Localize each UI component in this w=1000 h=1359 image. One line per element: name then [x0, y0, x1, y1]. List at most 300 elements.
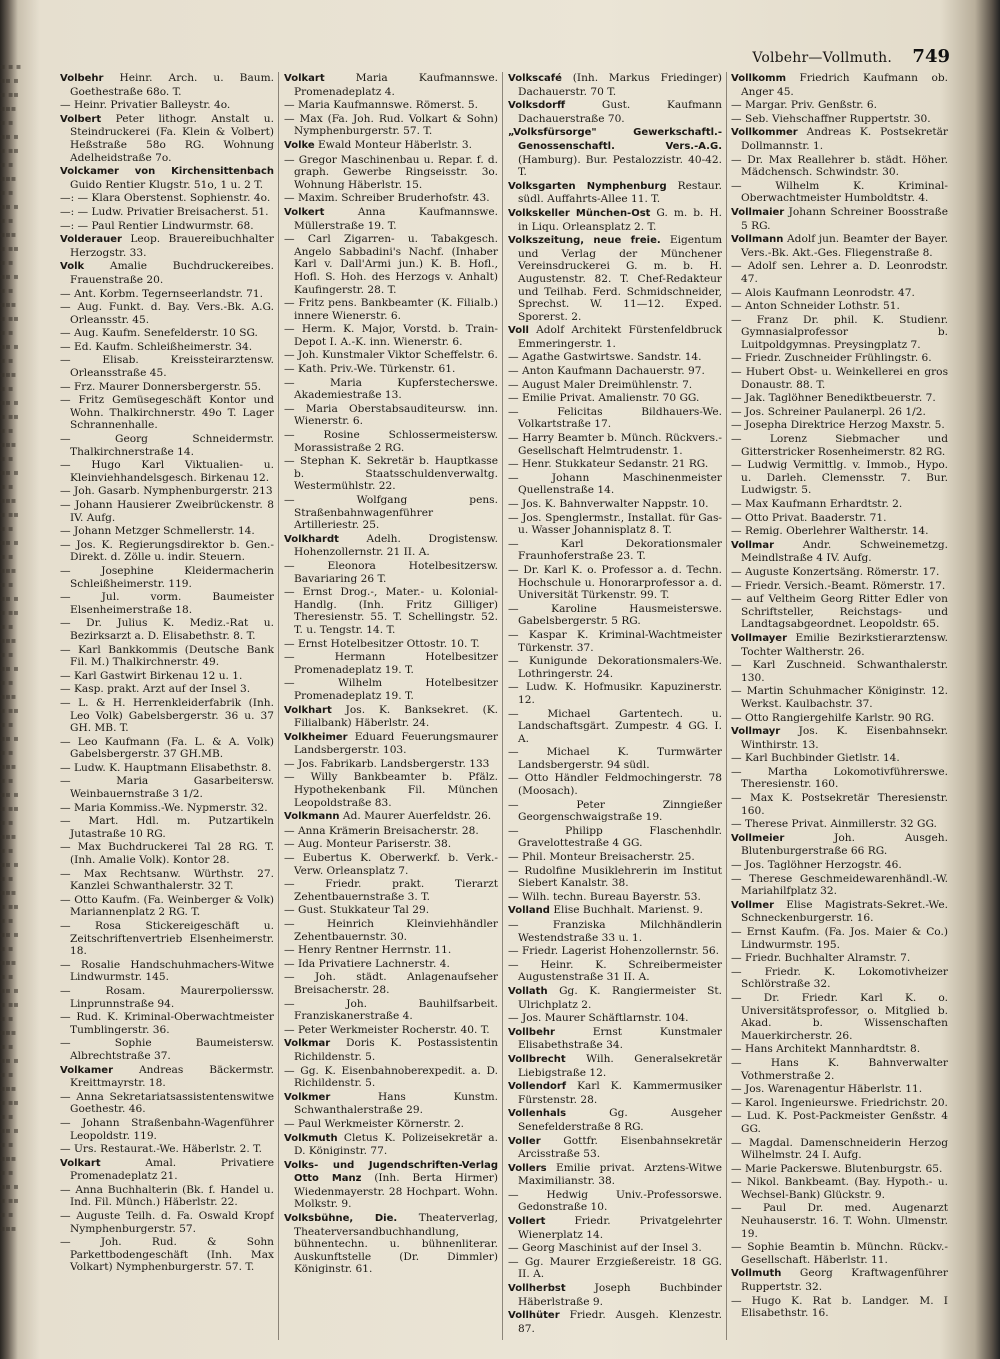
directory-entry — [508, 1162, 722, 1188]
directory-entry — [508, 1135, 722, 1161]
entry-details: — Gust. Stukkateur Tal 29. — [284, 904, 430, 917]
directory-entry — [731, 1176, 948, 1201]
column-rule — [726, 72, 727, 1340]
entry-details: — Hedwig Univ.-Professorswe. Gedonstraße 10. — [508, 1188, 722, 1214]
directory-entry — [284, 878, 498, 903]
directory-entry — [60, 99, 274, 112]
directory-entry — [731, 525, 948, 538]
directory-entry — [508, 746, 722, 771]
directory-entry — [508, 512, 722, 537]
entry-details: Joseph Buchbinder Häberlstraße 9. — [518, 1282, 722, 1308]
entry-surname: Vollath — [508, 985, 548, 997]
entry-details: Eduard Feuerungsmaurer Landsbergerstr. 103. — [294, 730, 498, 757]
directory-entry — [731, 459, 948, 497]
directory-entry — [284, 533, 498, 559]
entry-details: — Anna Buchhalterin (Bk. f. Handel u. Ind. Fil. Münch.) Häberlstr. 22. — [60, 1183, 274, 1209]
entry-surname: Volksgarten Nymphenburg — [508, 180, 667, 192]
entry-details: — Henr. Stukkateur Sedanstr. 21 RG. — [508, 458, 709, 471]
entry-surname: Vollmer — [731, 899, 775, 911]
entry-details: — Mart. Hdl. m. Putzartikeln Jutastraße 10 RG. — [60, 815, 274, 840]
entry-details: — August Maler Dreimühlenstr. 7. — [508, 378, 693, 391]
directory-entry — [60, 868, 274, 893]
directory-entry — [508, 432, 722, 457]
directory-entry — [60, 591, 274, 616]
entry-details: — Hugo Karl Viktualien- u. Kleinviehhandelsgesch. Birkenau 12. — [60, 459, 274, 484]
directory-entry — [731, 1202, 948, 1240]
entry-details: — Peter Werkmeister Rocherstr. 40. T. — [284, 1023, 490, 1036]
directory-entry — [60, 762, 274, 775]
entry-details: — Rosa Stickereigeschäft u. Zeitschriftenvertrieb Elsenheimerstr. 18. — [60, 920, 274, 958]
directory-entry — [731, 818, 948, 831]
column-rule — [502, 72, 503, 1340]
directory-entry — [284, 904, 498, 917]
entry-details: — Ant. Korbm. Tegernseerlandstr. 71. — [60, 287, 264, 300]
directory-entry — [731, 1163, 948, 1176]
entry-details: — Ludwig Vermittlg. v. Immob., Hypo. u. Darleh. Clemensstr. 7. Bur. Ludwigstr. 5. — [731, 459, 948, 497]
entry-details: — Karl Buchbinder Gietlstr. 14. — [731, 752, 900, 765]
directory-entry — [508, 498, 722, 511]
directory-entry — [731, 659, 948, 684]
entry-details: — Friedr. Zuschneider Frühlingstr. 6. — [731, 352, 932, 365]
directory-entry — [508, 904, 722, 918]
entry-details: Gg. Ausgeher Senefelderstraße 8 RG. — [518, 1107, 722, 1133]
entry-details: — Anna Krämerin Breisacherstr. 28. — [284, 824, 479, 837]
entry-details: — Ernst Drog.-, Mater.- u. Kolonial-Handlg. (Inh. Fritz Gilliger) Theresienstr. 55. T. Schellingstr. 52. T. u. Tengstr. 14. T. — [284, 586, 498, 636]
entry-details: — Max Buchdruckerei Tal 28 RG. T. (Inh. Amalie Volk). Kontor 28. — [60, 841, 274, 867]
entry-surname: Volkmuth — [284, 1132, 338, 1144]
page-header — [60, 46, 950, 70]
directory-columns — [60, 72, 948, 1340]
entry-details: — Joh. Rud. & Sohn Parkettbodengeschäft (Inh. Max Volkart) Nymphenburgerstr. 57. T. — [60, 1236, 274, 1274]
entry-details: — Gg. K. Eisenbahnoberexpedit. a. D. Richildenstr. 5. — [284, 1064, 498, 1090]
entry-details: — Lud. K. Post-Packmeister Genßstr. 4 GG. — [731, 1110, 948, 1135]
entry-details: — Jak. Taglöhner Benediktbeuerstr. 7. — [731, 392, 936, 405]
entry-details: — Kasp. prakt. Arzt auf der Insel 3. — [60, 683, 251, 696]
entry-details: Ernst Kunstmaler Elisabethstraße 34. — [518, 1025, 722, 1052]
directory-entry — [731, 859, 948, 872]
entry-details: Gottfr. Eisenbahnsekretär Arcisstraße 53. — [518, 1134, 722, 1161]
directory-entry — [731, 287, 948, 300]
directory-entry — [731, 873, 948, 898]
entry-surname: Vollmayr — [731, 726, 781, 738]
entry-details: — Therese Geschmeidewarenhändl.-W. Mariahilfplatz 32. — [731, 872, 948, 898]
entry-surname: Volkart — [60, 1157, 101, 1169]
directory-entry — [284, 918, 498, 943]
entry-surname: Volkmar — [284, 1038, 331, 1050]
directory-entry — [731, 685, 948, 710]
entry-details: (Inh. Markus Friedinger) Dachauerstr. 70 T. — [518, 72, 722, 98]
entry-details: —: — Klara Oberstenst. Sophienstr. 4o. — [60, 192, 271, 205]
entry-surname: Volksbühne, Die. — [284, 1213, 398, 1225]
entry-surname: Volks- und Jugendschriften-Verlag Otto Manz — [284, 1159, 498, 1185]
entry-surname: Volkskeller München-Ost — [508, 207, 651, 219]
entry-details: — Gregor Maschinenbau u. Repar. f. d. graph. Gewerbe Ringseisstr. 3o. Wohnung Häberlstr. 15. — [284, 153, 498, 191]
directory-entry — [284, 363, 498, 376]
entry-details: — Jos. Schreiner Paulanerpl. 26 1/2. — [731, 405, 926, 418]
entry-surname: Volk — [60, 261, 85, 273]
entry-details: — Karl Bankkommis (Deutsche Bank Fil. M.) Thalkirchnerstr. 49. — [60, 643, 274, 669]
entry-details: Johann Schreiner Boosstraße 5 RG. — [741, 205, 948, 232]
directory-entry — [60, 802, 274, 815]
entry-details: — Jos. Maurer Schäftlarnstr. 104. — [508, 1012, 689, 1025]
directory-entry — [60, 920, 274, 958]
directory-entry — [508, 564, 722, 602]
directory-entry — [284, 192, 498, 205]
entry-details: — Maria Kaufmannswe. Römerst. 5. — [284, 99, 479, 112]
entry-details: — Jos. K. Bahnverwalter Nappstr. 10. — [508, 498, 709, 510]
entry-details: — Ernst Kaufm. (Fa. Jos. Maier & Co.) Lindwurmstr. 195. — [731, 926, 948, 951]
entry-details: — Seb. Viehschaffner Ruppertstr. 30. — [731, 112, 931, 125]
entry-details: — Therese Privat. Ainmillerstr. 32 GG. — [731, 818, 937, 831]
directory-entry — [60, 1210, 274, 1235]
directory-entry — [60, 1157, 274, 1183]
entry-surname: Vollmuth — [731, 1268, 782, 1280]
directory-entry — [731, 966, 948, 991]
directory-entry — [60, 192, 274, 205]
entry-details: Ad. Maurer Auerfeldstr. 26. — [339, 810, 492, 823]
directory-entry — [284, 677, 498, 702]
directory-entry — [284, 455, 498, 493]
entry-details: — Friedr. prakt. Tierarzt Zehentbauernstraße 3. T. — [284, 878, 498, 903]
directory-entry — [731, 632, 948, 658]
directory-entry — [60, 260, 274, 286]
directory-entry — [731, 566, 948, 579]
entry-details: — Max Rechtsanw. Würthstr. 27. Kanzlei Schwanthalerstr. 32 T. — [60, 867, 274, 893]
entry-details: — Ludw. K. Hofmusikr. Kapuzinerstr. 12. — [508, 681, 722, 706]
directory-entry — [508, 126, 722, 178]
directory-entry — [508, 891, 722, 904]
column-2 — [284, 72, 498, 1340]
directory-entry — [60, 459, 274, 484]
directory-entry — [731, 1057, 948, 1082]
entry-surname: Volkhardt — [284, 533, 339, 545]
entry-details: — Friedr. K. Lokomotivheizer Schlörstraße 32. — [731, 965, 948, 991]
directory-entry — [508, 681, 722, 706]
directory-entry — [508, 1189, 722, 1214]
entry-details: G. m. b. H. in Liqu. Orleansplatz 2. T. — [518, 206, 722, 233]
directory-entry — [731, 314, 948, 352]
directory-entry — [60, 525, 274, 538]
directory-entry — [284, 1118, 498, 1131]
directory-entry — [60, 72, 274, 98]
directory-entry — [60, 985, 274, 1010]
directory-entry — [508, 1053, 722, 1079]
directory-entry — [284, 494, 498, 532]
entry-surname: „Volksfürsorge" Gewerkschaftl.-Genossenschaftl. Vers.-A.G. — [508, 127, 722, 152]
directory-entry — [60, 894, 274, 919]
entry-details: — Ludw. K. Hauptmann Elisabethstr. 8. — [60, 761, 272, 774]
directory-entry — [60, 233, 274, 259]
entry-details: — Margar. Priv. Genßstr. 6. — [731, 99, 878, 112]
entry-details: — Joh. Gasarb. Nymphenburgerstr. 213 — [60, 485, 273, 498]
entry-surname: Vollherbst — [508, 1283, 566, 1295]
entry-details: (Inh. Berta Hirmer) Wiedenmayerstr. 28 Hochpart. Wohn. Molkstr. 9. — [294, 1172, 498, 1211]
directory-entry — [731, 1097, 948, 1110]
entry-details: — Karoline Hausmeisterswe. Gabelsbergerstr. 5 RG. — [508, 602, 722, 628]
directory-entry — [284, 206, 498, 232]
directory-entry — [284, 1024, 498, 1037]
directory-entry — [60, 815, 274, 840]
entry-details: Joh. Ausgeh. Blutenburgerstraße 66 RG. — [741, 831, 948, 858]
directory-entry — [731, 952, 948, 965]
directory-entry — [60, 220, 274, 233]
directory-entry — [731, 113, 948, 126]
directory-entry — [731, 433, 948, 458]
entry-details: Amal. Privatiere Promenadeplatz 21. — [70, 1156, 274, 1183]
entry-surname: Volkert — [284, 206, 325, 218]
entry-details: — Auguste Konzertsäng. Römerstr. 17. — [731, 565, 940, 578]
entry-details: — Max Kaufmann Erhardtstr. 2. — [731, 498, 903, 510]
entry-details: —: — Paul Rentier Lindwurmstr. 68. — [60, 219, 254, 232]
directory-entry — [731, 300, 948, 313]
entry-details: Heinr. Arch. u. Baum. Goethestraße 68o. T. — [70, 72, 274, 98]
entry-details: — Johann Hausierer Zweibrückenstr. 8 IV. Aufg. — [60, 499, 274, 524]
entry-details: Leop. Brauereibuchhalter Herzogstr. 33. — [70, 233, 274, 259]
entry-details: — Johann Metzger Schmellerstr. 14. — [60, 525, 255, 538]
page-number: 749 — [912, 46, 950, 67]
entry-details: — Adolf sen. Lehrer a. D. Leonrodstr. 47. — [731, 260, 948, 285]
directory-entry — [731, 260, 948, 285]
entry-details: Andr. Schweinemetzg. Meindlstraße 4 IV. Aufg. — [741, 538, 948, 565]
directory-entry — [284, 998, 498, 1023]
directory-entry — [508, 985, 722, 1011]
directory-entry — [60, 341, 274, 354]
running-head: Volbehr—Vollmuth. — [752, 50, 892, 66]
entry-details: — Eubertus K. Oberwerkf. b. Verk.-Verw. Orleansplatz 7. — [284, 852, 498, 877]
entry-details: — Nikol. Bankbeamt. (Bay. Hypoth.- u. Wechsel-Bank) Glückstr. 9. — [731, 1176, 948, 1201]
entry-details: — Philipp Flaschenhdlr. Gravelottestraße 4 GG. — [508, 824, 722, 850]
entry-surname: Vollbehr — [508, 1026, 555, 1038]
entry-details: — Henry Rentner Herrnstr. 11. — [284, 944, 452, 957]
directory-entry — [731, 406, 948, 419]
directory-entry — [284, 944, 498, 957]
entry-details: — Maria Kommiss.-We. Nypmerstr. 32. — [60, 801, 268, 814]
directory-entry — [731, 206, 948, 232]
entry-details: — Jos. Fabrikarb. Landsbergerstr. 133 — [284, 757, 490, 770]
directory-entry — [284, 323, 498, 348]
directory-entry — [508, 865, 722, 890]
directory-entry — [508, 945, 722, 958]
directory-entry — [731, 593, 948, 631]
entry-details: — Emilie Privat. Amalienstr. 70 GG. — [508, 392, 700, 405]
directory-entry — [284, 731, 498, 757]
entry-details: — Wilhelm K. Kriminal-Oberwachtmeister Humboldtstr. 4. — [731, 179, 948, 205]
entry-details: — Hubert Obst- u. Weinkellerei en gros Donaustr. 88. T. — [731, 366, 948, 391]
directory-entry — [508, 959, 722, 984]
directory-entry — [508, 472, 722, 497]
directory-entry — [508, 603, 722, 628]
entry-details: — Hugo K. Rat b. Landger. M. I Elisabethstr. 16. — [731, 1294, 948, 1320]
entry-details: — Kath. Priv.-We. Türkenstr. 61. — [284, 363, 456, 376]
entry-surname: Vollmaier — [731, 206, 785, 218]
directory-entry — [508, 799, 722, 824]
directory-entry — [284, 72, 498, 98]
entry-details: Elise Buchhalt. Marienst. 9. — [549, 904, 704, 917]
entry-surname: Volbehr — [60, 73, 104, 84]
directory-entry — [731, 1110, 948, 1135]
entry-details: — Martin Schuhmacher Königinstr. 12. Werkst. Kaulbachstr. 37. — [731, 685, 948, 710]
entry-details: — Jos. K. Regierungsdirektor b. Gen.-Direkt. d. Zölle u. indir. Steuern. — [60, 538, 274, 564]
directory-entry — [508, 1256, 722, 1281]
entry-details: —: — Ludw. Privatier Breisacherst. 51. — [60, 205, 269, 218]
directory-entry — [60, 565, 274, 590]
entry-surname: Volkart — [284, 73, 325, 84]
entry-details: — Auguste Teilh. d. Fa. Oswald Kropf Nymphenburgerstr. 57. — [60, 1210, 274, 1235]
entry-surname: Volland — [508, 905, 550, 917]
directory-entry — [508, 825, 722, 850]
directory-entry — [60, 301, 274, 326]
directory-entry — [60, 539, 274, 564]
entry-details: — Remig. Oberlehrer Waltherstr. 14. — [731, 525, 929, 538]
entry-details: Hans Kunstm. Schwanthalerstraße 29. — [294, 1090, 498, 1117]
entry-details: — Franz Dr. phil. K. Studienr. Gymnasialprofessor b. Luitpoldgymnas. Preysingplatz 7. — [731, 313, 948, 351]
entry-details: Karl K. Kammermusiker Fürstenstr. 28. — [518, 1080, 722, 1106]
directory-entry — [284, 704, 498, 730]
entry-details: Amalie Buchdruckereibes. Frauenstraße 20. — [70, 260, 274, 286]
entry-details: — Jul. vorm. Baumeister Elsenheimerstraße 18. — [60, 591, 274, 616]
entry-details: — Hans K. Bahnverwalter Vothmerstraße 2. — [731, 1056, 948, 1082]
directory-entry — [284, 560, 498, 585]
entry-details: — Max (Fa. Joh. Rud. Volkart & Sohn) Nymphenburgerstr. 57. T. — [284, 112, 498, 138]
entry-details: — Willy Bankbeamter b. Pfälz. Hypothekenbank Fil. München Leopoldstraße 83. — [284, 771, 498, 809]
entry-details: — Heinr. Privatier Balleystr. 4o. — [60, 99, 231, 112]
directory-entry — [284, 771, 498, 809]
directory-entry — [731, 926, 948, 951]
directory-entry — [60, 617, 274, 642]
entry-details: Friedrich Kaufmann ob. Anger 45. — [741, 72, 948, 98]
directory-entry — [284, 1132, 498, 1158]
entry-details: Eigentum und Verlag der Münchener Vereinsdruckerei G. m. b. H. Augustenstr. 82. T. Chef-Redakteur und Teilhab. Ferd. Schmidschneider, Sprechst. W. 11—12. Exped. Sporerst. 2. — [518, 234, 722, 323]
entry-details: Elise Magistrats-Sekret.-We. Schneckenburgerstr. 16. — [741, 898, 948, 925]
entry-details: — Josepha Direktrice Herzog Maxstr. 5. — [731, 419, 945, 432]
directory-entry — [284, 403, 498, 428]
directory-entry — [284, 139, 498, 153]
entry-details: — Josephine Kleidermacherin Schleißheimerstr. 119. — [60, 564, 274, 590]
entry-details: — Michael K. Turmwärter Landsbergerstr. 94 südl. — [508, 746, 722, 771]
directory-entry — [508, 207, 722, 233]
entry-details: — Anton Kaufmann Dachauerstr. 97. — [508, 365, 705, 378]
entry-details: — Maria Oberstabsauditeursw. inn. Wienerstr. 6. — [284, 402, 498, 428]
entry-details: Gust. Kaufmann Dachauerstraße 70. — [518, 99, 722, 125]
directory-entry — [284, 958, 498, 971]
directory-entry — [731, 725, 948, 751]
directory-entry — [60, 288, 274, 301]
entry-details: Emilie Bezirkstierarztensw. Tochter Waltherstr. 26. — [741, 631, 948, 658]
entry-surname: Vollert — [508, 1216, 546, 1228]
entry-details: — Rudolfine Musiklehrerin im Institut Siebert Kanalstr. 38. — [508, 864, 722, 890]
directory-entry — [731, 366, 948, 391]
entry-details: — Dr. Friedr. Karl K. o. Universitätsprofessor, o. Mitglied b. Akad. b. Wissenschaften Mauerkircherstr. 26. — [731, 991, 948, 1042]
directory-entry — [508, 1215, 722, 1241]
directory-entry — [731, 419, 948, 432]
entry-details: — Maria Kupferstecherswe. Akademiestraße 13. — [284, 376, 498, 402]
directory-entry — [508, 851, 722, 864]
entry-details: — L. & H. Herrenkleiderfabrik (Inh. Leo Volk) Gabelsbergerstr. 36 u. 37 GH. MB. T. — [60, 696, 274, 735]
directory-entry — [731, 1043, 948, 1056]
entry-details: — Kaspar K. Kriminal-Wachtmeister Türkenstr. 37. — [508, 628, 722, 654]
directory-entry — [731, 752, 948, 765]
entry-details: — Wilhelm Hotelbesitzer Promenadeplatz 19. T. — [284, 677, 498, 702]
entry-details: — Otto Rangiergehilfe Karlstr. 90 RG. — [731, 711, 935, 724]
directory-entry — [60, 1064, 274, 1090]
directory-entry — [731, 1083, 948, 1096]
directory-entry — [731, 512, 948, 525]
entry-details: — Harry Beamter b. Münch. Rückvers.-Gesellschaft Helmtrudenstr. 1. — [508, 432, 722, 457]
directory-entry — [508, 919, 722, 944]
directory-entry — [284, 838, 498, 851]
column-1 — [60, 72, 274, 1340]
entry-details: — Fritz Gemüsegeschäft Kontor und Wohn. Thalkirchnerstr. 49o T. Lager Schrannenhalle. — [60, 394, 274, 432]
entry-details: — Karol. Ingenieurswe. Friedrichstr. 20. — [731, 1096, 948, 1109]
entry-details: — auf Veltheim Georg Ritter Edler von Schriftsteller, Reichstags- und Landtagsabgeordnet. Leopoldstr. 65. — [731, 593, 948, 631]
directory-entry — [60, 1011, 274, 1036]
entry-details: (Hamburg). Bur. Pestalozzistr. 40-42. T. — [518, 153, 722, 179]
directory-entry — [60, 1184, 274, 1209]
entry-details: Cletus K. Polizeisekretär a. D. Königinstr. 77. — [294, 1131, 498, 1158]
entry-details: — Anna Sekretariatsassistentenswitwe Goethestr. 46. — [60, 1090, 274, 1116]
entry-details: — Jos. Taglöhner Herzogstr. 46. — [731, 859, 902, 872]
entry-surname: Volksdorff — [508, 100, 566, 112]
entry-details: — Georg Maschinist auf der Insel 3. — [508, 1242, 702, 1255]
directory-entry — [284, 1065, 498, 1090]
entry-surname: Vollkommer — [731, 127, 798, 139]
entry-surname: Volckamer von Kirchensittenbach — [60, 166, 274, 178]
entry-details: Doris K. Postassistentin Richildenstr. 5. — [294, 1037, 498, 1063]
entry-details: — Joh. Bauhilfsarbeit. Franziskanerstraße 4. — [284, 997, 498, 1023]
entry-details: — Sophie Beamtin b. Münchn. Rückv.-Gesellschaft. Häberlstr. 11. — [731, 1241, 948, 1266]
entry-details: — Wilh. techn. Bureau Bayerstr. 53. — [508, 890, 701, 903]
directory-entry — [60, 670, 274, 683]
entry-details: — Anton Schneider Lothstr. 51. — [731, 300, 900, 313]
entry-surname: Volkamer — [60, 1064, 114, 1076]
directory-entry — [508, 234, 722, 323]
entry-details: — Paul Dr. med. Augenarzt Neuhauserstr. 16. T. Wohn. Ulmenstr. 19. — [731, 1202, 948, 1240]
directory-entry — [731, 1295, 948, 1320]
directory-entry — [60, 394, 274, 432]
directory-entry — [284, 113, 498, 138]
entry-details: — Friedr. Versich.-Beamt. Römerstr. 17. — [731, 579, 946, 592]
directory-entry — [284, 852, 498, 877]
entry-details: Adolf Architekt Fürstenfeldbruck Emmeringerstr. 1. — [518, 324, 722, 350]
entry-details: — Urs. Restaurat.-We. Häberlstr. 2. T. — [60, 1143, 262, 1156]
directory-entry — [60, 206, 274, 219]
directory-entry — [508, 1242, 722, 1255]
directory-entry — [60, 697, 274, 735]
entry-details: Adolf jun. Beamter der Bayer. Vers.-Bk. Akt.-Ges. Fliegenstraße 8. — [741, 233, 948, 259]
entry-details: Peter lithogr. Anstalt u. Steindruckerei (Fa. Klein & Volbert) Heßstraße 58o RG. Wohnung Adelheidstraße 7o. — [70, 112, 274, 164]
entry-details: — Maxim. Schreiber Bruderhofstr. 43. — [284, 192, 490, 205]
directory-entry — [731, 99, 948, 112]
directory-entry — [60, 1117, 274, 1142]
directory-entry — [284, 758, 498, 771]
entry-details: — Otto Kaufm. (Fa. Weinberger & Volk) Mariannenplatz 2 RG. T. — [60, 893, 274, 919]
entry-details: — Franziska Milchhändlerin Westendstraße 33 u. 1. — [508, 919, 722, 944]
entry-details: — Felicitas Bildhauers-We. Volkartstraße 17. — [508, 405, 722, 431]
directory-entry — [284, 1159, 498, 1211]
entry-details: Emilie privat. Arztens-Witwe Maximilianstr. 38. — [518, 1161, 722, 1188]
entry-surname: Volderauer — [60, 234, 122, 246]
entry-surname: Volke — [284, 139, 315, 151]
entry-details: — Otto Privat. Baaderstr. 71. — [731, 511, 887, 524]
directory-entry — [508, 1107, 722, 1133]
entry-details: — Rosam. Maurerpolierssw. Linprunnstraße 94. — [60, 984, 274, 1010]
directory-entry — [508, 99, 722, 125]
entry-details: Friedr. Ausgeh. Klenzestr. 87. — [518, 1309, 722, 1335]
entry-details: — Rosalie Handschuhmachers-Witwe Lindwurmstr. 145. — [60, 958, 274, 984]
entry-details: — Peter Zinngießer Georgenschwaigstraße 19. — [508, 798, 722, 824]
directory-entry — [60, 683, 274, 696]
entry-details: — Heinr. K. Schreibermeister Augustenstraße 31 II. A. — [508, 958, 722, 984]
